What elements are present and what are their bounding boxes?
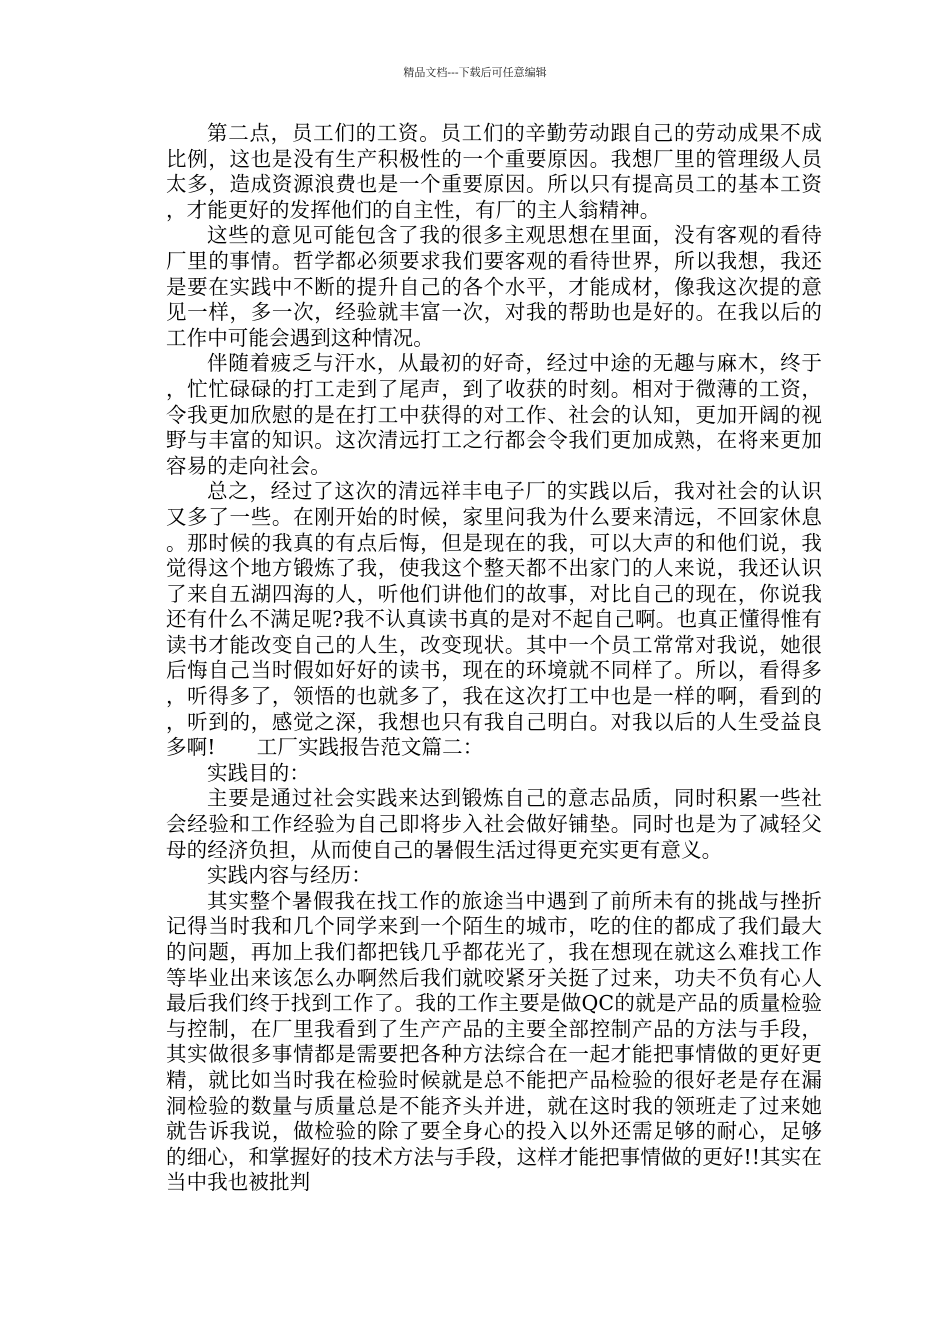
paragraph-opinions: 这些的意见可能包含了我的很多主观思想在里面，没有客观的看待厂里的事情。哲学都必须要求我们要客观的看待世界，所以我想，我还是要在实践中不断的提升自己的各个水平，才能成材，像我这次提的意见一样，多一次，经验就丰富一次，对我的帮助也是好的。在我以后的工作中可能会遇到这种情况。 [166,223,822,350]
document-body [166,121,822,1196]
paragraph-summary: 总之，经过了这次的清远祥丰电子厂的实践以后，我对社会的认识又多了一些。在刚开始的时候，家里问我为什么要来清远，不回家休息。那时候的我真的有点后悔，但是现在的我，可以大声的和他们说，我觉得这个地方锻炼了我，使我这个整天都不出家门的人来说，我还认识了来自五湖四海的人，听他们讲他们的故事，对比自己的现在，你说我还有什么不满足呢?我不认真读书真的是对不起自己啊。也真正懂得惟有读书才能改变自己的人生，改变现状。其中一个员工常常对我说，她很后悔自己当时假如好好的读书，现在的环境就不同样了。所以，看得多，听得多了，领悟的也就多了，我在这次打工中也是一样的啊，看到的，听到的，感觉之深，我想也只有我自己明白。对我以后的人生受益良多啊! 工厂实践报告范文篇二： [166,479,822,760]
paragraph-harvest: 伴随着疲乏与汗水，从最初的好奇，经过中途的无趣与麻木，终于，忙忙碌碌的打工走到了尾声，到了收获的时刻。相对于微薄的工资，令我更加欣慰的是在打工中获得的对工作、社会的认知，更加开阔的视野与丰富的知识。这次清远打工之行都会令我们更加成熟，在将来更加容易的走向社会。 [166,351,822,478]
section-heading-purpose: 实践目的： [207,760,310,785]
page-header: 精品文档---下载后可任意编辑 [403,66,547,79]
section-heading-content: 实践内容与经历： [207,863,372,888]
paragraph-purpose: 主要是通过社会实践来达到锻炼自己的意志品质，同时积累一些社会经验和工作经验为自己即将步入社会做好铺垫。同时也是为了减轻父母的经济负担，从而使自己的暑假生活过得更充实更有意义。 [166,786,822,862]
paragraph-wages: 第二点，员工们的工资。员工们的辛勤劳动跟自己的劳动成果不成比例，这也是没有生产积极性的一个重要原因。我想厂里的管理级人员太多，造成资源浪费也是一个重要原因。所以只有提高员工的基本工资，才能更好的发挥他们的自主性，有厂的主人翁精神。 [166,121,822,222]
paragraph-experience: 其实整个暑假我在找工作的旅途当中遇到了前所未有的挑战与挫折记得当时我和几个同学来到一个陌生的城市，吃的住的都成了我们最大的问题，再加上我们都把钱几乎都花光了，我在想现在就这么难找工作等毕业出来该怎么办啊然后我们就咬紧牙关挺了过来，功夫不负有心人最后我们终于找到工作了。我的工作主要是做QC的就是产品的质量检验与控制，在厂里我看到了生产产品的主要全部控制产品的方法与手段，其实做很多事情都是需要把各种方法综合在一起才能把事情做的更好更精，就比如当时我在检验时候就是总不能把产品检验的很好老是存在漏洞检验的数量与质量总是不能齐头并进，就在这时我的领班走了过来她就告诉我说，做检验的除了要全身心的投入以外还需足够的耐心，足够的细心，和掌握好的技术方法与手段，这样才能把事情做的更好!!其实在当中我也被批判 [166,888,822,1195]
